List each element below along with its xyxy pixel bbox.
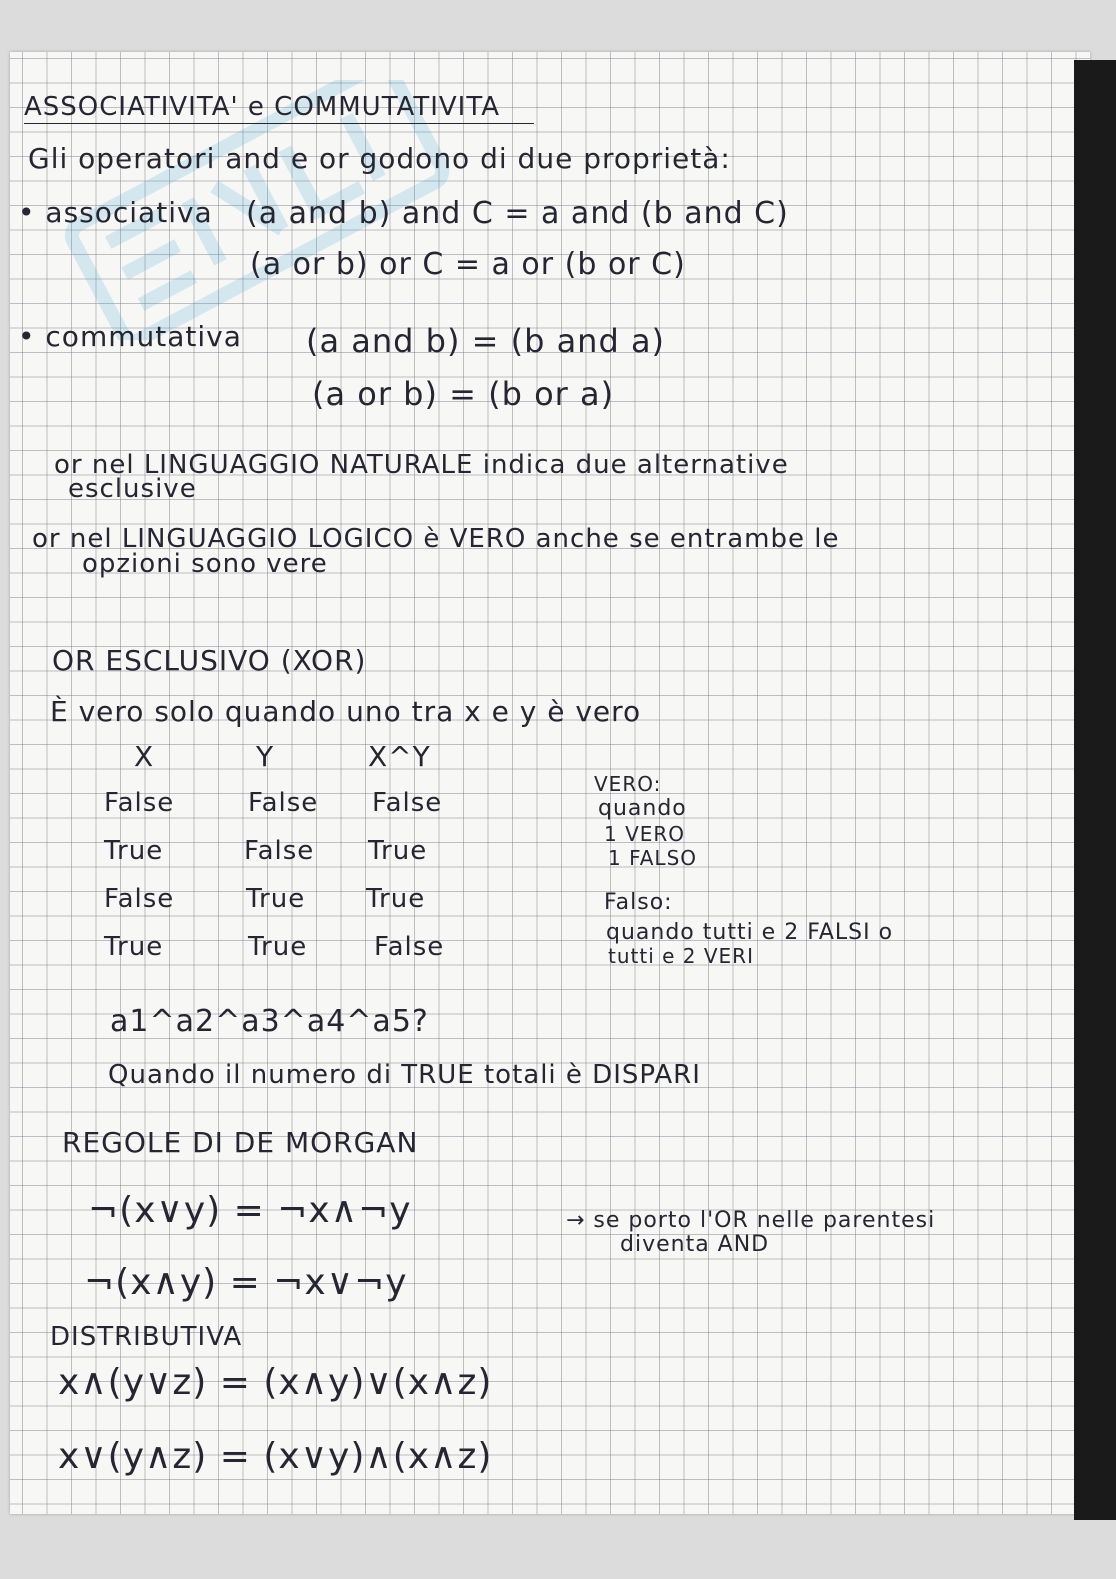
- demorgan-rule-1: ¬(x∨y) = ¬x∧¬y: [88, 1190, 412, 1231]
- commutativa-label: • commutativa: [18, 320, 242, 353]
- note-vero-line: 1 VERO: [604, 822, 686, 846]
- xor-table-cell: False: [104, 884, 175, 914]
- or-natural-line-1: or nel LINGUAGGIO NATURALE indica due alternative: [54, 450, 789, 480]
- commutativa-and-formula: (a and b) = (b and a): [306, 322, 666, 360]
- associativa-and-formula: (a and b) and C = a and (b and C): [246, 196, 789, 231]
- note-falso-title: Falso:: [604, 890, 673, 915]
- xor-title: OR ESCLUSIVO (XOR): [52, 644, 367, 677]
- xor-chain-answer: Quando il numero di TRUE totali è DISPARI: [108, 1060, 701, 1090]
- associativa-label: • associativa: [18, 196, 213, 229]
- or-logical-line-2: opzioni sono vere: [82, 549, 328, 579]
- xor-table-cell: True: [104, 836, 164, 866]
- section-title-associativita: ASSOCIATIVITA' e COMMUTATIVITA: [24, 92, 500, 122]
- note-vero-title: VERO:: [594, 772, 662, 796]
- xor-table-cell: False: [248, 788, 319, 818]
- xor-table-cell: True: [246, 884, 306, 914]
- xor-table-cell: True: [366, 884, 426, 914]
- xor-table-cell: False: [372, 788, 443, 818]
- intro-text: Gli operatori and e or godono di due proprietà:: [28, 142, 731, 175]
- xor-table-cell: False: [244, 836, 315, 866]
- demorgan-title: REGOLE DI DE MORGAN: [62, 1126, 419, 1159]
- xor-chain-expression: a1^a2^a3^a4^a5?: [110, 1004, 429, 1039]
- or-logical-line-1: or nel LINGUAGGIO LOGICO è VERO anche se entrambe le: [32, 524, 840, 554]
- distributiva-rule-1: x∧(y∨z) = (x∧y)∨(x∧z): [58, 1362, 493, 1403]
- note-vero-line: 1 FALSO: [608, 846, 698, 870]
- commutativa-or-formula: (a or b) = (b or a): [312, 375, 615, 413]
- xor-table-cell: True: [104, 932, 164, 962]
- xor-table-header: X: [134, 740, 155, 773]
- note-vero-line: quando: [598, 796, 687, 821]
- xor-table-header: X^Y: [368, 740, 431, 773]
- notebook-spine: [1074, 60, 1116, 1520]
- xor-table-cell: True: [248, 932, 308, 962]
- note-falso-line: tutti e 2 VERI: [608, 944, 754, 968]
- distributiva-rule-2: x∨(y∧z) = (x∨y)∧(x∧z): [58, 1436, 493, 1477]
- xor-table-header: Y: [256, 740, 275, 773]
- note-falso-line: quando tutti e 2 FALSI o: [606, 920, 894, 945]
- demorgan-rule-2: ¬(x∧y) = ¬x∨¬y: [84, 1262, 408, 1303]
- distributiva-title: DISTRIBUTIVA: [50, 1322, 243, 1352]
- title-underline: [24, 123, 534, 124]
- associativa-or-formula: (a or b) or C = a or (b or C): [250, 247, 686, 282]
- xor-table-cell: False: [374, 932, 445, 962]
- or-natural-line-2: esclusive: [68, 474, 197, 504]
- xor-table-cell: False: [104, 788, 175, 818]
- demorgan-note-line: diventa AND: [620, 1232, 770, 1257]
- demorgan-note-line: → se porto l'OR nelle parentesi: [566, 1208, 936, 1233]
- xor-description: È vero solo quando uno tra x e y è vero: [50, 695, 642, 728]
- xor-table-cell: True: [368, 836, 428, 866]
